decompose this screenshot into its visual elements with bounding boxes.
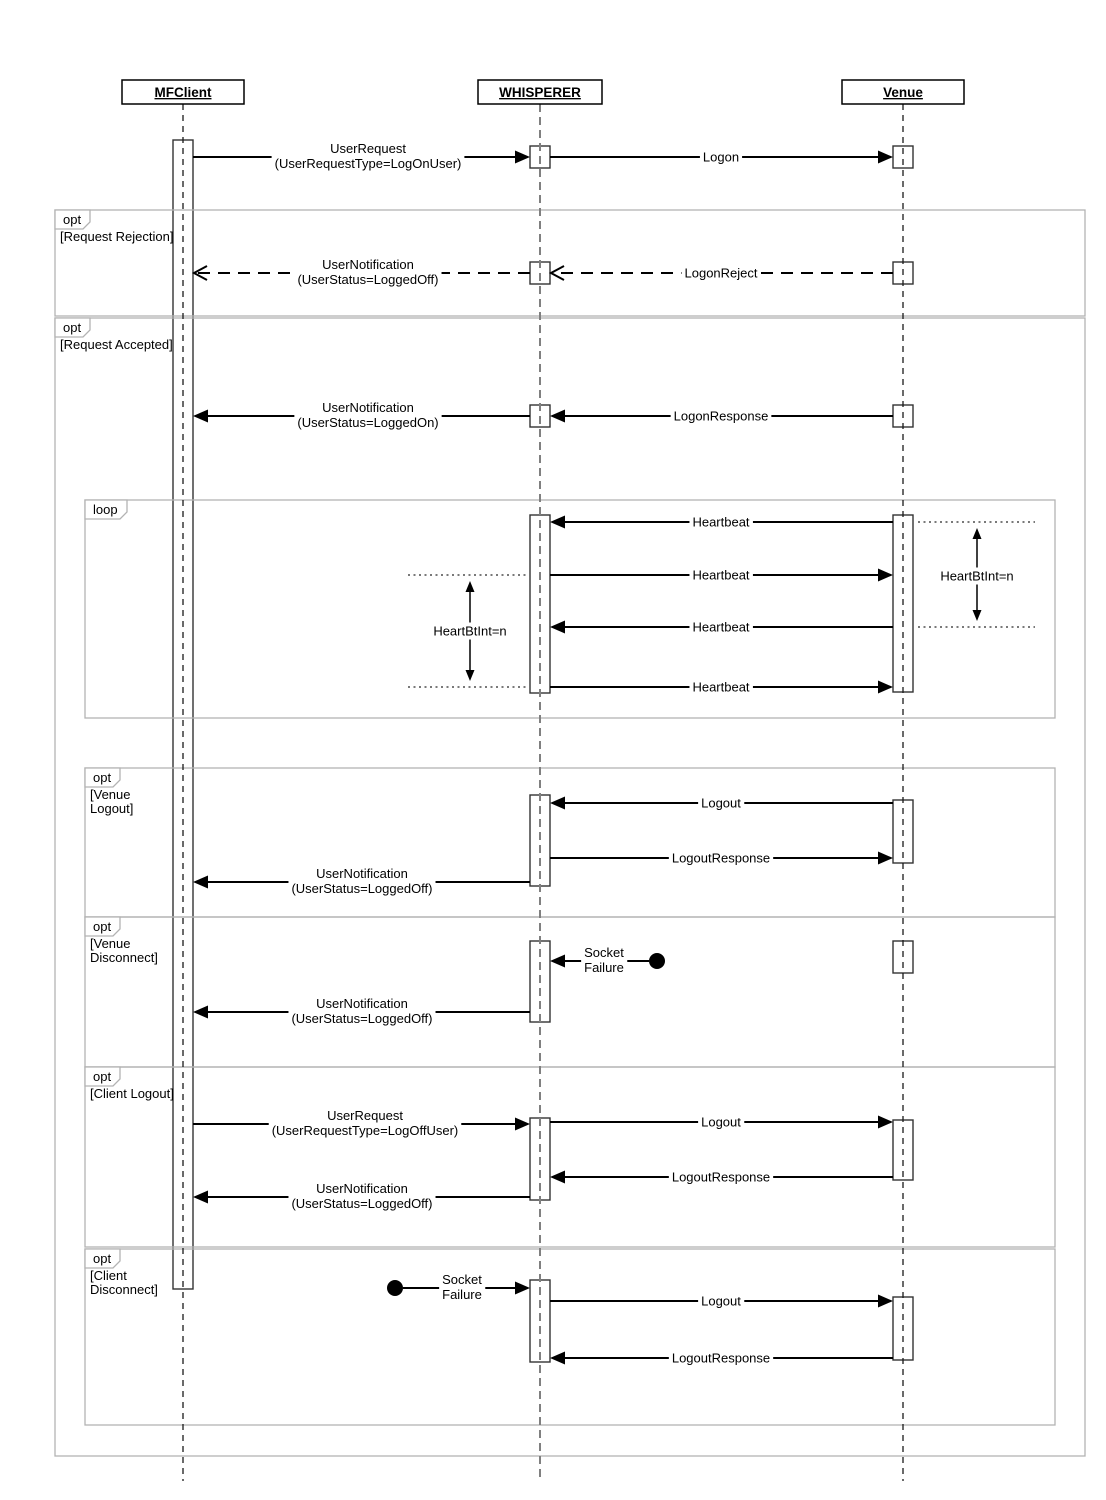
message-3-logonreject <box>551 265 893 282</box>
found-message-icon <box>649 953 665 969</box>
fragment-opt-venue <box>85 917 1055 1067</box>
message-label: LogonReject <box>684 265 758 281</box>
fragment-operator: opt <box>93 1251 112 1266</box>
arrowhead-filled-icon <box>550 955 565 968</box>
fragment-guard: [Client Logout] <box>90 1086 174 1101</box>
fragment-guard: [Client <box>90 1268 127 1283</box>
message-label: LogonResponse <box>673 408 769 424</box>
message-18-usernotification-userstatus-loggedoff <box>193 1180 530 1212</box>
arrowhead-filled-icon <box>193 1191 208 1204</box>
fragment-operator: opt <box>93 1069 112 1084</box>
fragment-guard: Disconnect] <box>90 1282 158 1297</box>
fragment-operator: opt <box>63 212 82 227</box>
message-label: Heartbeat <box>692 567 750 583</box>
fragment-opt-request-rejection <box>55 210 1085 316</box>
message-16-logout <box>550 1114 893 1131</box>
fragment-guard: [Request Rejection] <box>60 229 174 244</box>
fragment-guard: Logout] <box>90 801 134 816</box>
message-label: Socket Failure <box>442 1272 482 1302</box>
arrowhead-filled-icon <box>878 852 893 865</box>
fragment-operator: opt <box>93 919 112 934</box>
fragment-operator: opt <box>93 770 112 785</box>
arrowhead-filled-icon <box>550 410 565 423</box>
message-label: UserNotification (UserStatus=LoggedOn) <box>297 400 439 430</box>
message-label: UserNotification (UserStatus=LoggedOff) <box>297 257 439 287</box>
fragment-guard: Disconnect] <box>90 950 158 965</box>
arrowhead-filled-icon <box>550 797 565 810</box>
dimension-heartbtint-left <box>408 575 528 687</box>
message-17-logoutresponse <box>550 1169 893 1186</box>
message-label: UserRequest (UserRequestType=LogOffUser) <box>271 1108 459 1138</box>
message-7-heartbeat <box>550 567 893 584</box>
message-label: Heartbeat <box>692 514 750 530</box>
message-11-logoutresponse <box>550 850 893 867</box>
message-13-socket-failure <box>550 944 665 976</box>
fragment-guard: [Venue <box>90 787 131 802</box>
message-label: Heartbeat <box>692 619 750 635</box>
message-label: Socket Failure <box>584 945 624 975</box>
arrowhead-filled-icon <box>193 410 208 423</box>
arrow-down-icon <box>466 670 475 681</box>
arrowhead-filled-icon <box>193 1006 208 1019</box>
fragment-operator: loop <box>93 502 118 517</box>
arrowhead-filled-icon <box>878 1295 893 1308</box>
fragment-opt-request-accepted <box>55 318 1085 1456</box>
message-9-heartbeat <box>550 679 893 696</box>
participant-name: WHISPERER <box>499 85 581 100</box>
arrow-up-icon <box>973 528 982 539</box>
arrowhead-filled-icon <box>515 151 530 164</box>
participant-name: Venue <box>883 85 923 100</box>
arrowhead-filled-icon <box>515 1118 530 1131</box>
message-19-socket-failure <box>387 1271 530 1303</box>
message-label: Logout <box>701 795 741 811</box>
participant-whisperer <box>478 80 602 104</box>
message-1-logon <box>550 149 893 166</box>
message-label: UserNotification (UserStatus=LoggedOff) <box>291 996 433 1026</box>
participant-venue <box>842 80 964 104</box>
message-20-logout <box>550 1293 893 1310</box>
message-label: LogoutResponse <box>671 850 771 866</box>
arrow-down-icon <box>973 610 982 621</box>
message-8-heartbeat <box>550 619 893 636</box>
message-6-heartbeat <box>550 514 893 531</box>
message-5-logonresponse <box>550 408 893 425</box>
arrowhead-filled-icon <box>515 1282 530 1295</box>
arrowhead-filled-icon <box>878 681 893 694</box>
message-15-userrequest-userrequesttype-logoffuser <box>193 1107 530 1139</box>
message-label: Logon <box>702 149 740 165</box>
dimension-label: HeartBtInt=n <box>433 623 507 639</box>
arrowhead-filled-icon <box>878 1116 893 1129</box>
arrowhead-filled-icon <box>550 516 565 529</box>
message-label: Logout <box>701 1114 741 1130</box>
message-0-userrequest-userrequesttype-logonuser <box>193 140 530 172</box>
message-4-usernotification-userstatus-loggedon <box>193 399 530 431</box>
arrowhead-filled-icon <box>550 1352 565 1365</box>
arrowhead-filled-icon <box>878 569 893 582</box>
dimension-heartbtint-right <box>918 522 1035 627</box>
found-message-icon <box>387 1280 403 1296</box>
message-2-usernotification-userstatus-loggedoff <box>194 256 530 288</box>
fragment-operator: opt <box>63 320 82 335</box>
dimension-label: HeartBtInt=n <box>940 568 1014 584</box>
arrowhead-filled-icon <box>550 621 565 634</box>
message-21-logoutresponse <box>550 1350 893 1367</box>
message-label: Logout <box>701 1293 741 1309</box>
arrowhead-filled-icon <box>550 1171 565 1184</box>
message-label: Heartbeat <box>692 679 750 695</box>
participant-mfclient <box>122 80 244 104</box>
arrowhead-filled-icon <box>878 151 893 164</box>
message-12-usernotification-userstatus-loggedoff <box>193 865 530 897</box>
fragment-guard: [Request Accepted] <box>60 337 173 352</box>
message-label: UserNotification (UserStatus=LoggedOff) <box>291 866 433 896</box>
message-label: UserRequest (UserRequestType=LogOnUser) <box>274 141 462 171</box>
message-14-usernotification-userstatus-loggedoff <box>193 995 530 1027</box>
fragment-guard: [Venue <box>90 936 131 951</box>
arrow-up-icon <box>466 581 475 592</box>
message-label: LogoutResponse <box>671 1350 771 1366</box>
message-10-logout <box>550 795 893 812</box>
message-label: UserNotification (UserStatus=LoggedOff) <box>291 1181 433 1211</box>
participant-name: MFClient <box>154 85 212 100</box>
arrowhead-filled-icon <box>193 876 208 889</box>
message-label: LogoutResponse <box>671 1169 771 1185</box>
